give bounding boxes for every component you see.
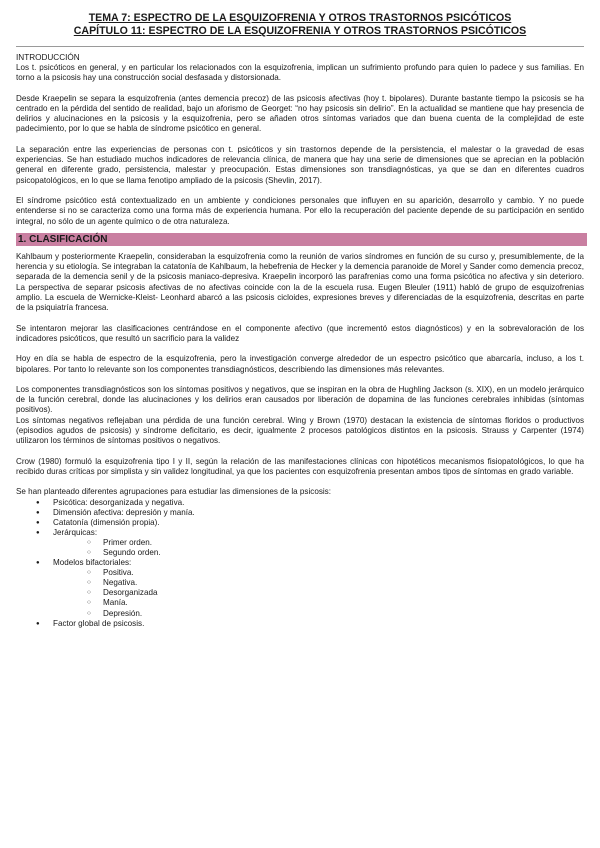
section-paragraph-4: Los componentes transdiagnósticos son los síntomas positivos y negativos, que se inspiran en la obra de Hughling Jackson (s. XIX), en un modelo jerárquico de la función cerebral, donde las alucinaciones y los delirios eran causados por liberación de dopamina de las funciones cerebrales inhibidas (síntomas positivos). — [16, 384, 584, 415]
intro-paragraph-1: Los t. psicóticos en general, y en particular los relacionados con la esquizofrenia, implican un sufrimiento profundo para quien lo padece y sus familias. En torno a la psicosis hay una construcción social desfasada y distorsionada. — [16, 63, 584, 83]
sublist-item: ○ Positiva. — [87, 568, 584, 578]
sublist-item: ○ Primer orden. — [87, 538, 584, 548]
sublist-bifactoriales — [53, 568, 584, 618]
sublist-jerarquicas — [53, 538, 584, 558]
intro-paragraph-3: La separación entre las experiencias de personas con t. psicóticos y sin trastornos depende de la persistencia, el malestar o la gravedad de esas experiencias. Se han estudiado muchos indicadores de relevancia clínica, de manera que hay una serie de dimensiones que se aprecian en la población general en diferente grado, persistencia, malestar y preocupación. Estas dimensiones son transdiagnósticas, ya que se dan en diferentes cuadros psicopatológicos, en lo que se llama fenotipo ampliado de la psicosis (Shevlin, 2017). — [16, 144, 584, 185]
list-intro: Se han planteado diferentes agrupaciones para estudiar las dimensiones de la psicosis: — [16, 487, 331, 497]
document-title — [16, 12, 584, 38]
section-paragraph-5: Los síntomas negativos reflejaban una pérdida de una función cerebral. Wing y Brown (1970) destacan la existencia de síntomas floridos o productivos (episodios agudos de psicosis) y síndrome deficitario, es decir, igualmente 2 procesos patológicos distintos en la psicosis. Strauss y Carpenter (1974) utilizaron los términos de síntomas positivos o negativos. — [16, 415, 584, 446]
sublist-item: ○ Manía. — [87, 598, 584, 608]
section-heading-clasificacion — [16, 233, 587, 246]
intro-paragraph-4: El síndrome psicótico está contextualizado en un ambiente y condiciones personales que influyen en su aparición, desarrollo y cambio. Y no puede entenderse si no se caracteriza como una forma más de experiencia humana. Por ello la recuperación del paciente depende de su participación en sentido integral, no sólo de un agente químico o de otra naturaleza. — [16, 195, 584, 226]
intro-paragraph-2: Desde Kraepelin se separa la esquizofrenia (antes demencia precoz) de las psicosis afectivas (hoy t. bipolares). Durante bastante tiempo la psicosis se ha centrado en la pérdida del sentido de realidad, bajo un aforismo de Georget: “no hay psicosis sin delirio”. En la actualidad se mantiene que hay presencia de delirios y alucinaciones en la psicosis y la esquizofrenia, pero se añaden otros síntomas variados que dan buena cuenta de la complejidad de este padecimiento, por lo que se habla de síndrome psicótico en general. — [16, 93, 584, 134]
section-paragraph-6: Crow (1980) formuló la esquizofrenia tipo I y II, según la relación de las manifestaciones clínicas con hipotéticos mecanismos fisiopatológicos, lo que ha recibido duras críticas por simplista y sin validez longitudinal, ya que los pacientes con esquizofrenia presentan ambos tipos de síntomas en grado variable. — [16, 456, 584, 476]
section-heading-text: 1. CLASIFICACIÓN — [18, 233, 108, 245]
section-paragraph-1: Kahlbaum y posteriormente Kraepelin, consideraban la esquizofrenia como la reunión de varios síndromes en función de su curso y, presumiblemente, de la herencia y su etiología. Se integraban la catatonía de Kahlbaum, la hebefrenia de Hecker y la demencia paranoide de Morel y Sander como demencia precoz, separada de la demencia senil y de la psicosis maniaco-depresiva. Kraepelin incorporó las parafrenias como una forma psicótica no afectiva y sin deterioro. La perspectiva de separar psicosis afectivas de no afectivas coincide con la de la escuela rusa. Eugen Bleuler (1911) habló de grupo de esquizofrenias amplio. La escuela de Wernicke-Kleist- Leonhard abarcó a las psicosis cicloides, expresiones breves y diferenciadas de la esquizofrenia, descritas en parte de la psiquiatría francesa. — [16, 251, 584, 313]
chapter-title: CAPÍTULO 11: ESPECTRO DE LA ESQUIZOFRENIA Y OTROS TRASTORNOS PSICÓTICOS — [73, 25, 527, 37]
list-item: ● Catatonía (dimensión propia). — [36, 518, 584, 528]
title-divider — [16, 46, 584, 47]
list-item: ● Psicótica: desorganizada y negativa. — [36, 498, 584, 508]
list-item-label: Jerárquicas: — [53, 527, 98, 537]
sublist-item: ○ Desorganizada — [87, 588, 584, 598]
list-item-bifactoriales — [36, 558, 584, 619]
topic-title: TEMA 7: ESPECTRO DE LA ESQUIZOFRENIA Y OTROS TRASTORNOS PSICÓTICOS — [88, 12, 512, 24]
intro-label: INTRODUCCIÓN — [16, 53, 80, 62]
list-item: ● Dimensión afectiva: depresión y manía. — [36, 508, 584, 518]
list-item-label: Modelos bifactoriales: — [53, 558, 132, 568]
dimensions-list — [16, 498, 584, 629]
list-item-jerarquicas — [36, 528, 584, 558]
section-paragraph-3: Hoy en día se habla de espectro de la esquizofrenia, pero la investigación converge alrededor de un espectro psicótico que abarcaría, incluso, a los t. bipolares. Por tanto lo relevante son los componentes transdiagnósticos, describiendo las dimensiones más relevantes. — [16, 354, 584, 374]
section-paragraph-2: Se intentaron mejorar las clasificaciones centrándose en el componente afectivo (que incrementó estos diagnósticos) y en la sobrevaloración de los indicadores psicóticos, que resultó un sacrificio para la validez — [16, 323, 584, 343]
list-item: ● Factor global de psicosis. — [36, 619, 584, 629]
sublist-item: ○ Segundo orden. — [87, 548, 584, 558]
sublist-item: ○ Depresión. — [87, 609, 584, 619]
sublist-item: ○ Negativa. — [87, 578, 584, 588]
